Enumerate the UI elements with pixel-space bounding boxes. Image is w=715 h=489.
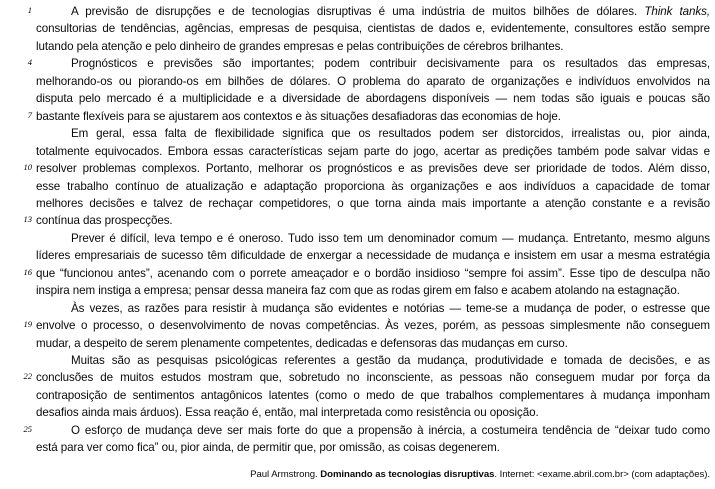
- passage-line-text: conclusões de muitos estudos mostram que, sobretudo no inconsciente, as pessoas não conseguem mudar por força da: [36, 371, 710, 385]
- line-number: 13: [23, 214, 32, 225]
- line-number: 10: [23, 162, 32, 173]
- passage-line: [0, 73, 715, 90]
- passage-line-text: que “funcionou antes”, acenando com o porrete ameaçador e o bordão insidioso “sempre foi assim”. Esse tipo de desculpa não: [36, 266, 710, 280]
- passage-line-text: lutando pela atenção e pelo dinheiro de grandes empresas e pelas contribuições de cérebros brilhantes.: [36, 39, 564, 53]
- passage-line: [0, 3, 715, 20]
- passage-line-text: A previsão de disrupções e de tecnologias disruptivas é uma indústria de muitos bilhões de dólares. Think tanks,: [71, 5, 710, 18]
- passage-line-text: O esforço de mudança deve ser mais forte do que a propensão à inércia, a costumeira tendência de “deixar tudo como: [71, 423, 710, 437]
- passage-line-text: melhorando-os ou piorando-os em bilhões de dólares. O problema do aparato de organizações e indivíduos envolvidos na: [36, 74, 710, 88]
- passage-line-text: resolver problemas complexos. Portanto, melhorar os prognósticos e as previsões deve ser prioridade de todos. Além disso,: [36, 162, 710, 176]
- passage-line-text: Em geral, essa falta de flexibilidade significa que os resultados podem ser distorcidos, irrealistas ou, pior ainda,: [71, 127, 710, 141]
- line-number: 1: [27, 5, 32, 15]
- passage-line: [0, 38, 715, 55]
- passage-line-text: inspira nem instiga a empresa; pensar dessa maneira faz com que as rodas girem em falso e acabem atolando na estagnação.: [36, 284, 680, 298]
- passage-line: [0, 178, 715, 195]
- source-work-title: Dominando as tecnologias disruptivas: [320, 469, 495, 480]
- passage-line: [0, 90, 715, 107]
- source-author: Paul Armstrong.: [250, 469, 318, 480]
- source-attribution: [36, 468, 710, 481]
- passage-line: [0, 143, 715, 160]
- passage-line: [0, 108, 715, 125]
- line-number: 16: [23, 266, 32, 277]
- passage-line-text: Às vezes, as razões para resistir à mudança são evidentes e notórias — teme-se a mudança de poder, o estresse que: [71, 301, 710, 315]
- passage-line: [0, 55, 715, 72]
- line-number: 4: [27, 57, 32, 68]
- passage-line: [0, 439, 715, 456]
- passage-line: [0, 265, 715, 282]
- passage-line: [0, 282, 715, 299]
- passage-line-text: contraposição de sentimentos antagônicos latentes (como o medo de que trabalhos complementares à mudança imponham: [36, 388, 710, 402]
- passage-line: [0, 422, 715, 439]
- passage-line-text: melhores decisões e talvez de rechaçar competidores, o que torna ainda mais importante a atenção constante e a revisão: [36, 196, 710, 210]
- passage-line: [0, 369, 715, 386]
- passage-line-text: bastante flexíveis para se ajustarem aos contextos e às situações desafiadoras das economias de hoje.: [36, 109, 561, 123]
- passage-line: [0, 195, 715, 212]
- passage-line-text: Muitas são as pesquisas psicológicas referentes a gestão da mudança, produtividade e tomada de decisões, e as: [71, 354, 710, 367]
- passage-line: [0, 387, 715, 404]
- passage-line-text: líderes empresariais de sucesso têm dificuldade de enxergar a necessidade de mudança e insistem em usar a mesma estratégia: [36, 249, 710, 263]
- passage-line: [0, 335, 715, 352]
- passage-line-text: consultorias de tendências, agências, empresas de pesquisa, cientistas de dados e, evidentemente, consultores estão sempre: [36, 22, 710, 36]
- line-number: 22: [23, 371, 32, 382]
- passage-line: [0, 317, 715, 334]
- passage-line-text: mudar, a despeito de serem plenamente competentes, dedicadas e defensoras das mudanças em curso.: [36, 336, 568, 350]
- passage-line-text: envolve o processo, o desenvolvimento de novas competências. Às vezes, porém, as pessoas simplesmente não conseguem: [36, 319, 710, 333]
- line-number: 25: [23, 423, 32, 434]
- passage-line: [0, 125, 715, 142]
- passage-line: [0, 404, 715, 421]
- passage-line: [0, 352, 715, 369]
- line-number: 19: [23, 319, 32, 330]
- passage-line-text: Prognósticos e previsões são importantes; podem contribuir decisivamente para os resultados das empresas,: [71, 57, 710, 71]
- passage-line-text: disputa pelo mercado é a multiplicidade e a diversidade de abordagens disponíveis — nem todas são iguais e poucas são: [36, 92, 710, 106]
- passage-line: [0, 212, 715, 229]
- passage-line-text: está para ver como fica” ou, pior ainda, de permitir que, por omissão, as coisas degenerem.: [36, 441, 500, 455]
- passage-line: [0, 160, 715, 177]
- passage-line-text: desafios ainda mais árduos). Essa reação é, então, mal interpretada como resistência ou oposição.: [36, 406, 539, 420]
- passage-line: [0, 300, 715, 317]
- source-medium: . Internet: <exame.abril.com.br> (com adaptações).: [494, 469, 710, 480]
- passage-line-text: totalmente equivocados. Embora essas características sejam parte do jogo, acertar as predições também pode salvar vidas e: [36, 144, 710, 158]
- passage-line-text: Prever é difícil, leva tempo e é oneroso. Tudo isso tem um denominador comum — mudança. Entretanto, mesmo alguns: [71, 231, 710, 245]
- passage-line: [0, 20, 715, 37]
- passage-line-text: esse trabalho contínuo de atualização e adaptação proporciona às organizações e aos indivíduos a capacidade de tomar: [36, 179, 710, 193]
- passage-line-text: contínua das prospecções.: [36, 214, 173, 228]
- line-number: 7: [27, 109, 32, 120]
- passage-line: [0, 247, 715, 264]
- passage-line: [0, 230, 715, 247]
